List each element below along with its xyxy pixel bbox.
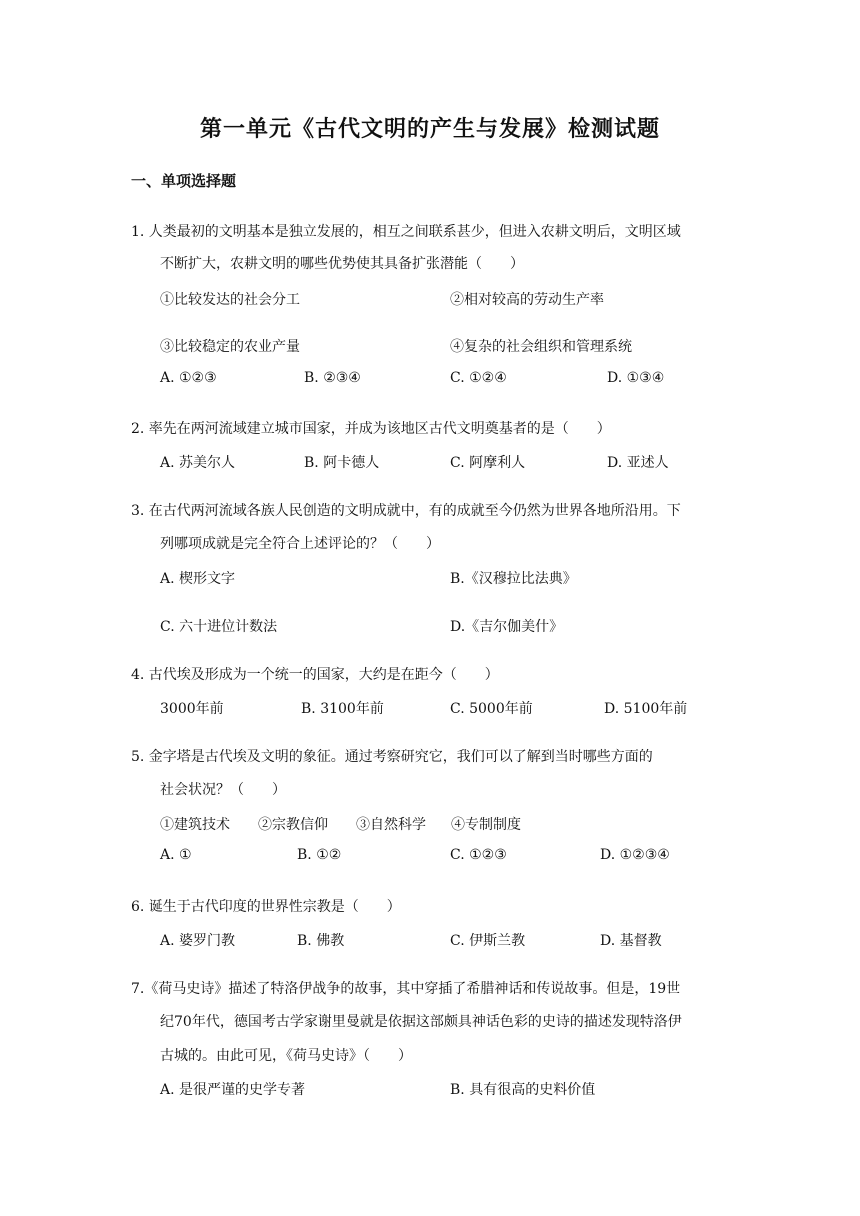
answer-option: A. ① [160,847,192,863]
statement-item: ③自然科学 [356,817,426,833]
answer-option: C. 5000年前 [450,701,533,717]
question-stem-line: 7.《荷马史诗》描述了特洛伊战争的故事，其中穿插了希腊神话和传说故事。但是，19世 [131,981,681,997]
answer-option: C. 阿摩利人 [450,455,526,471]
answer-option: A. 是很严谨的史学专著 [160,1082,306,1098]
answer-option: D. 基督教 [600,933,662,949]
answer-option: A. ①②③ [160,370,217,386]
answer-option: A. 苏美尔人 [160,455,236,471]
answer-option: C. ①②③ [450,847,507,863]
answer-option: B. ①② [297,847,342,863]
answer-option: D.《吉尔伽美什》 [450,619,564,635]
statement-item: ②相对较高的劳动生产率 [450,292,604,308]
question-stem-line: 社会状况？（ ） [160,782,286,798]
answer-option: B. 阿卡德人 [304,455,380,471]
answer-option: D. 5100年前 [604,701,688,717]
answer-option: B. 佛教 [297,933,345,949]
question-stem-line: 列哪项成就是完全符合上述评论的？（ ） [160,536,440,552]
answer-option: B. 3100年前 [301,701,384,717]
question-stem-line: 1. 人类最初的文明基本是独立发展的，相互之间联系甚少，但进入农耕文明后，文明区域 [131,224,681,240]
page-title: 第一单元《古代文明的产生与发展》检测试题 [199,117,660,142]
question-stem-line: 纪70年代，德国考古学家谢里曼就是依据这部颇具神话色彩的史诗的描述发现特洛伊 [160,1014,682,1030]
answer-option: A. 楔形文字 [160,571,236,587]
statement-item: ③比较稳定的农业产量 [160,339,300,355]
answer-option: C. 伊斯兰教 [450,933,526,949]
question-stem-line: 不断扩大，农耕文明的哪些优势使其具备扩张潜能（ ） [160,256,524,272]
question-stem-line: 4. 古代埃及形成为一个统一的国家，大约是在距今（ ） [131,667,499,683]
statement-item: ④专制制度 [451,817,521,833]
statement-item: ①建筑技术 [160,817,230,833]
question-stem-line: 古城的。由此可见，《荷马史诗》（ ） [160,1048,412,1064]
statement-item: ②宗教信仰 [258,817,328,833]
answer-option: 3000年前 [160,701,224,717]
answer-option: D. ①②③④ [600,847,670,863]
answer-option: B. 具有很高的史料价值 [450,1082,596,1098]
section-heading: 一、单项选择题 [131,172,237,190]
answer-option: B.《汉穆拉比法典》 [450,571,577,587]
question-stem-line: 5. 金字塔是古代埃及文明的象征。通过考察研究它，我们可以了解到当时哪些方面的 [131,749,653,765]
answer-option: C. 六十进位计数法 [160,619,278,635]
answer-option: B. ②③④ [304,370,361,386]
answer-option: C. ①②④ [450,370,507,386]
question-stem-line: 2. 率先在两河流域建立城市国家，并成为该地区古代文明奠基者的是（ ） [131,421,611,437]
statement-item: ①比较发达的社会分工 [160,292,300,308]
question-stem-line: 3. 在古代两河流域各族人民创造的文明成就中，有的成就至今仍然为世界各地所沿用。下 [131,503,681,519]
question-stem-line: 6. 诞生于古代印度的世界性宗教是（ ） [131,899,401,915]
answer-option: D. 亚述人 [607,455,669,471]
answer-option: A. 婆罗门教 [160,933,236,949]
answer-option: D. ①③④ [607,370,665,386]
statement-item: ④复杂的社会组织和管理系统 [450,339,632,355]
